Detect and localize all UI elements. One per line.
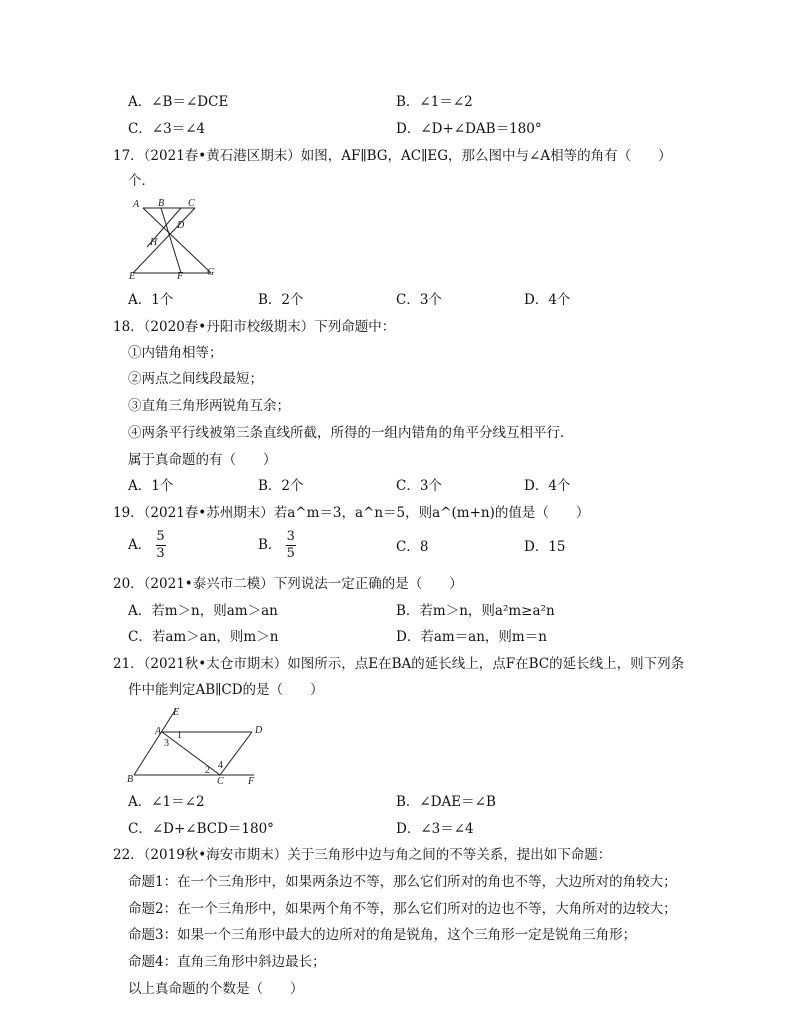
q19-option-b-numerator: 3 [286,529,295,544]
q20-option-c: C．若am＞an，则m＞n [128,629,279,645]
q20-option-b: B．若m＞n，则a²m≥a²n [396,603,555,619]
q21-stem: 21．（2021秋•太仓市期末）如图所示，点E在BA的延长线上，点F在BC的延长线上，则下列条 [113,656,685,672]
q20-stem: 20．（2021•泰兴市二模）下列说法一定正确的是（ ） [113,576,463,592]
q18-item-3: ③直角三角形两锐角互余； [128,398,290,414]
q21-label-a: A [155,726,162,737]
q18-ask: 属于真命题的有（ ） [128,452,277,468]
q17-stem: 17．（2021春•黄石港区期末）如图，AF∥BG，AC∥EG，那么图中与∠A相等的角有（ ） [113,148,672,164]
q18-item-4: ④两条平行线被第三条直线所截，所得的一组内错角的角平分线互相平行． [128,425,574,441]
q21-stem-cont: 件中能判定AB∥CD的是（ ） [128,682,324,698]
q17-label-h: H [150,237,158,248]
q19-option-a-numerator: 5 [156,529,165,544]
q17-stem-cont: 个． [128,173,155,189]
q21-label-2: 2 [205,765,210,776]
q17-option-c: C．3个 [396,292,442,308]
q21-option-c: C．∠D+∠BCD＝180° [128,821,274,837]
q21-label-f: F [248,776,255,785]
q16-option-d: D．∠D+∠DAB＝180° [396,121,542,137]
q19-stem: 19．（2021春•苏州期末）若a^m＝3，a^n＝5，则a^(m+n)的值是（ ） [113,505,590,521]
q19-option-b-denominator: 5 [286,546,295,561]
q17-label-c: C [188,198,195,209]
q18-option-b: B．2个 [258,478,304,494]
q19-option-a-fraction [156,530,166,561]
q19-option-a [128,530,166,561]
q19-option-b-label: B． [258,537,282,553]
q22-item-2: 命题2：在一个三角形中，如果两个角不等，那么它们所对的边也不等，大角所对的边较大； [128,901,677,917]
q22-item-3: 命题3：如果一个三角形中最大的边所对的角是锐角，这个三角形一定是锐角三角形； [128,927,637,943]
q20-option-a: A．若m＞n，则am＞an [128,603,278,619]
q17-label-a: A [133,199,140,210]
q17-label-g: G [207,267,215,278]
q17-label-d: D [177,220,185,231]
q21-option-d: D．∠3＝∠4 [396,821,474,837]
q21-line-dc [220,732,252,775]
q22-item-1: 命题1：在一个三角形中，如果两条边不等，那么它们所对的角也不等，大边所对的角较大； [128,874,677,890]
q21-option-b: B．∠DAE＝∠B [396,794,496,810]
q17-option-a: A．1个 [128,292,174,308]
q21-line-ac [162,732,220,775]
q19-option-b-fraction [286,530,296,561]
q17-figure [125,195,225,280]
q21-label-3: 3 [164,738,169,749]
q19-option-a-denominator: 3 [156,546,165,561]
q20-option-d: D．若am＝an，则m＝n [396,629,547,645]
q16-option-a: A．∠B＝∠DCE [128,94,229,110]
q21-label-4: 4 [218,760,223,771]
q16-option-b: B．∠1＝∠2 [396,94,473,110]
q21-option-a: A．∠1＝∠2 [128,794,205,810]
q21-label-b: B [127,774,134,785]
q17-option-b: B．2个 [258,292,304,308]
q22-item-4: 命题4：直角三角形中斜边最长； [128,954,326,970]
q18-item-1: ①内错角相等； [128,345,223,361]
q19-option-d: D．15 [524,539,566,555]
q21-label-c: C [217,776,224,785]
q18-option-d: D．4个 [524,478,571,494]
q17-label-f: F [177,271,184,280]
q17-label-b: B [158,198,165,209]
q19-option-c: C．8 [396,539,429,555]
q18-item-2: ②两点之间线段最短； [128,371,263,387]
q21-label-d: D [255,725,263,736]
q18-option-c: C．3个 [396,478,442,494]
q18-stem: 18．（2020春•丹阳市校级期末）下列命题中： [113,319,396,335]
q19-option-a-label: A． [128,537,152,553]
q21-line-be [134,709,176,775]
q22-ask: 以上真命题的个数是（ ） [128,981,304,997]
q17-label-e: E [129,271,136,280]
q21-label-1: 1 [177,730,182,741]
q17-option-d: D．4个 [524,292,571,308]
q21-label-e: E [173,707,180,718]
q21-figure [124,703,269,785]
q16-option-c: C．∠3＝∠4 [128,121,206,137]
q22-stem: 22．（2019秋•海安市期末）关于三角形中边与角之间的不等关系，提出如下命题： [113,847,612,863]
q19-option-b [258,530,296,561]
q18-option-a: A．1个 [128,478,174,494]
